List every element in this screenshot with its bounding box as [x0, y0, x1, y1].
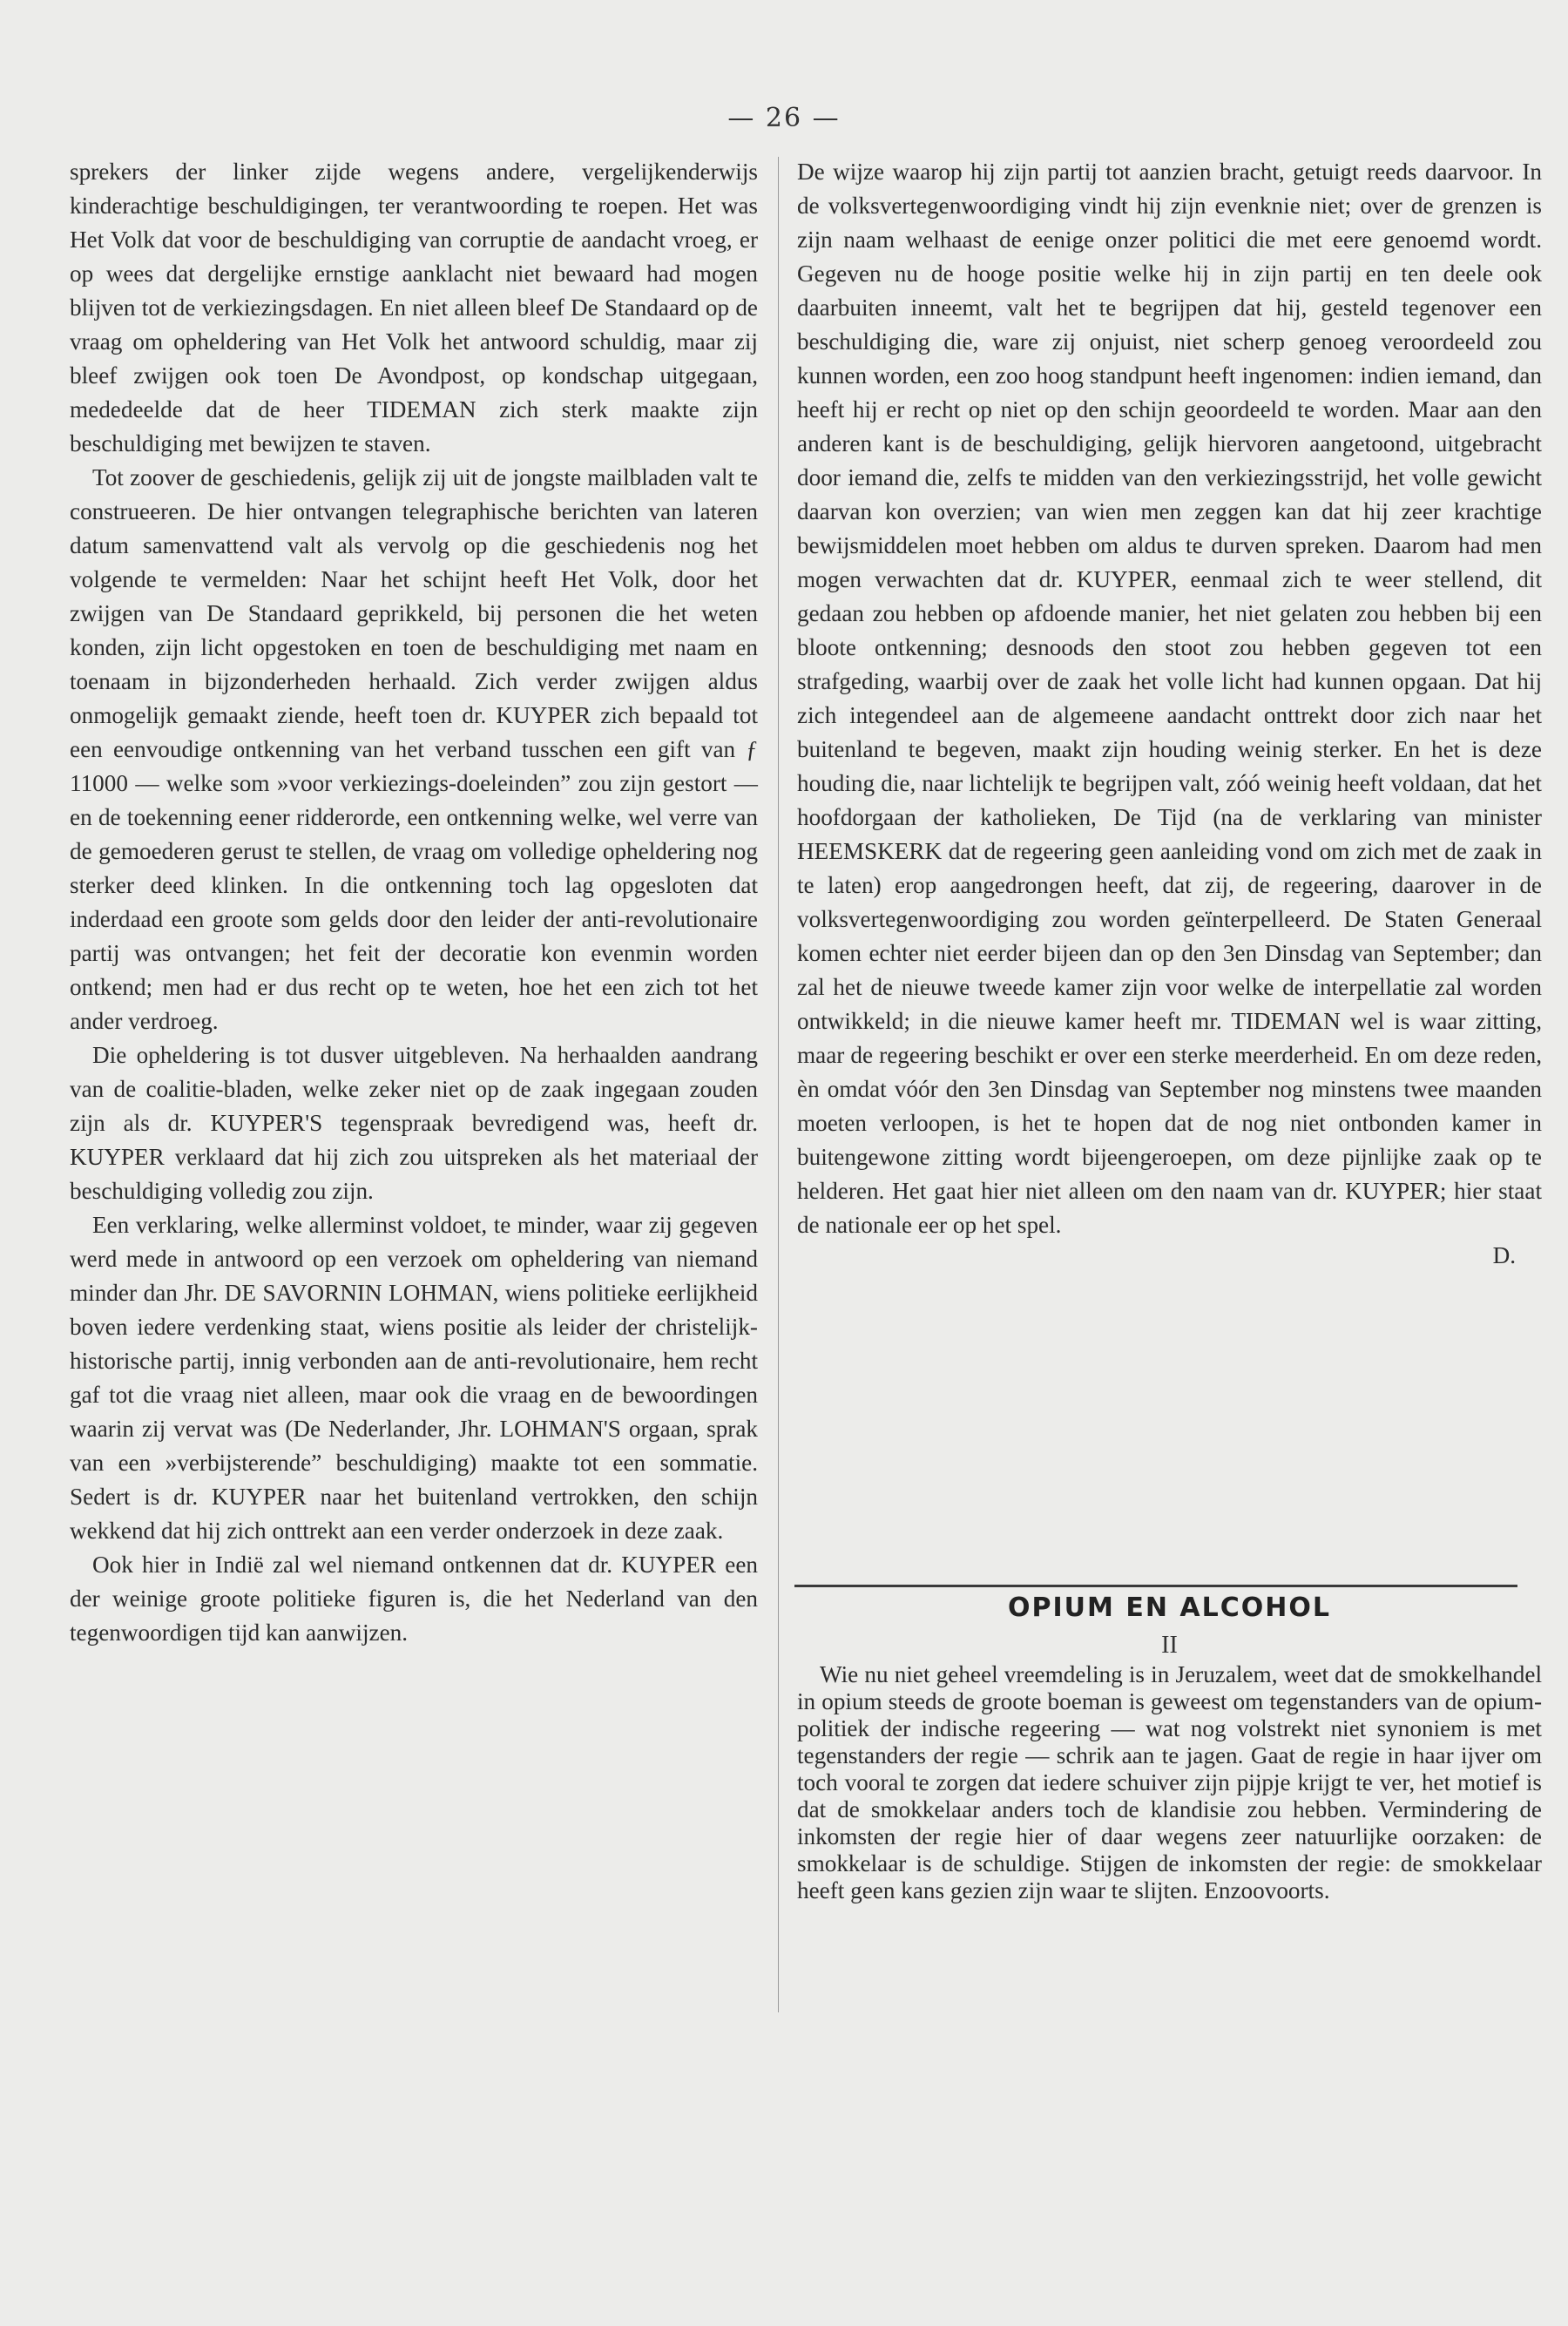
paragraph: Een verklaring, welke allerminst voldoet, te minder, waar zij gegeven werd mede in antwoord op een verzoek om opheldering van niemand minder dan Jhr. DE SAVORNIN LOHMAN, wiens politieke eerlijkheid boven iedere verdenking staat, wiens positie als leider der christelijk-historische partij, innig verbonden aan de anti-revolutionaire, hem recht gaf tot die vraag niet alleen, maar ook die vraag en de bewoordingen waarin zij vervat was (De Nederlander, Jhr. LOHMAN'S orgaan, sprak van een »verbijsterende” beschuldiging) maakte tot een sommatie. Sedert is dr. KUYPER naar het buitenland vertrokken, den schijn wekkend dat hij zich onttrekt aan een verder onderzoek in deze zaak.	[70, 1212, 758, 1544]
paragraph: Die opheldering is tot dusver uitgebleven. Na herhaalden aandrang van de coalitie-bladen, welke zeker niet op de zaak ingegaan zouden zijn als dr. KUYPER'S tegenspraak bevredigend was, heeft dr. KUYPER verklaard dat hij zich zou uitspreken als het materiaal der beschuldiging volledig zou zijn.	[70, 1042, 758, 1204]
paragraph: De wijze waarop hij zijn partij tot aanzien bracht, getuigt reeds daarvoor. In de volksvertegenwoordiging vindt hij zijn evenknie niet; over de grenzen is zijn naam welhaast de eenige onzer politici die met eere genoemd wordt. Gegeven nu de hooge positie welke hij in zijn partij en ten deele ook daarbuiten inneemt, valt het te begrijpen dat hij, gesteld tegenover een beschuldiging die, ware zij onjuist, niet scherp genoeg veroordeeld zou kunnen worden, een zoo hoog standpunt heeft ingenomen: indien iemand, dan heeft hij er recht op niet op den schijn geoordeeld te worden. Maar aan den anderen kant is de beschuldiging, gelijk hiervoren aangetoond, uitgebracht door iemand die, zelfs te midden van den verkiezingsstrijd, het volle gewicht daarvan kon overzien; van wien men zeggen kan dat hij zeer krachtige bewijsmiddelen moet hebben om aldus te durven spreken. Daarom had men mogen verwachten dat dr. KUYPER, eenmaal zich te weer stellend, dit gedaan zou hebben op afdoende manier, het niet gelaten zou hebben bij een bloote ontkenning; desnoods den stoot zou hebben gegeven tot een strafgeding, waarbij over de zaak het volle licht had kunnen opgaan. Dat hij zich integendeel aan de algemeene aandacht onttrekt door zich naar het buitenland te begeven, maakt zijn houding weinig sterker. En het is deze houding die, naar lichtelijk te begrijpen valt, zóó weinig heeft voldaan, dat het hoofdorgaan der katholieken, De Tijd (na de verklaring van minister HEEMSKERK dat de regeering geen aanleiding vond om zich met de zaak in te laten) erop aangedrongen heeft, dat zij, de regeering, daarover in de volksvertegenwoordiging zou worden geïnterpelleerd. De Staten Generaal komen echter niet eerder bijeen dan op den 3en Dinsdag van September; dan zal het de nieuwe tweede kamer zijn voor welke de interpellatie zal worden ontwikkeld; in die nieuwe kamer heeft mr. TIDEMAN wel is waar zitting, maar de regeering beschikt er over een sterke meerderheid. En om deze reden, èn omdat vóór den 3en Dinsdag van September nog minstens twee maanden moeten verloopen, is het te hopen dat de nog niet ontbonden kamer in buitengewone zitting wordt bijeengeroepen, om deze pijnlijke zaak op te helderen. Het gaat hier niet alleen om den naam van dr. KUYPER; hier staat de nationale eer op het spel.	[797, 159, 1542, 1238]
article-opium-en-alcohol	[797, 1586, 1542, 1904]
article-title: OPIUM EN ALCOHOL	[1008, 1592, 1331, 1623]
paragraph: Tot zoover de geschiedenis, gelijk zij uit de jongste mailbladen valt te construeeren. De hier ontvangen telegraphische berichten van lateren datum samenvattend valt als vervolg op die geschiedenis nog het volgende te vermelden: Naar het schijnt heeft Het Volk, door het zwijgen van De Standaard geprikkeld, bij personen die het weten konden, zijn licht opgestoken en toen de beschuldiging met naam en toenaam in bijzonderheden herhaald. Zich verder zwijgen aldus onmogelijk gemaakt ziende, heeft toen dr. KUYPER zich bepaald tot een eenvoudige ontkenning van het verband tusschen een gift van ƒ 11000 — welke som »voor verkiezings-doeleinden” zou zijn gestort — en de toekenning eener ridderorde, een ontkenning welke, wel verre van de gemoederen gerust te stellen, de vraag om volledige opheldering nog sterker deed klinken. In die ontkenning toch lag opgesloten dat inderdaad een groote som gelds door den leider der anti-revolutionaire partij was ontvangen; het feit der decoratie kon evenmin worden ontkend; men had er dus recht op te weten, hoe het een zich tot het ander verdroeg.	[70, 464, 758, 1034]
article-section-number: II	[1161, 1632, 1178, 1659]
column-divider	[778, 157, 779, 2012]
author-signature: D.	[1492, 1242, 1516, 1268]
paragraph: Ook hier in Indië zal wel niemand ontkennen dat dr. KUYPER een der weinige groote politieke figuren is, die het Nederland van den tegenwoordigen tijd kan aanwijzen.	[70, 1552, 758, 1646]
page-number: — 26 —	[727, 103, 841, 133]
article-body: Wie nu niet geheel vreemdeling is in Jeruzalem, weet dat de smokkelhandel in opium steeds de groote boeman is geweest om tegenstanders van de opium-politiek der indische regeering — wat nog volstrekt niet synoniem is met tegenstanders der regie — schrik aan te jagen. Gaat de regie in haar ijver om toch vooral te zorgen dat iedere schuiver zijn pijpje krijgt te ver, het motief is dat de smokkelaar anders toch de klandisie zou hebben. Vermindering de inkomsten der regie hier of daar wegens zeer natuurlijke oorzaken: de smokkelaar is de schuldige. Stijgen de inkomsten der regie: de smokkelaar heeft geen kans gezien zijn waar te slijten. Enzoovoorts.	[797, 1661, 1542, 1903]
paragraph: sprekers der linker zijde wegens andere, vergelijkenderwijs kinderachtige beschuldigingen, ter verantwoording te roepen. Het was Het Volk dat voor de beschuldiging van corruptie de aandacht vroeg, er op wees dat dergelijke ernstige aanklacht niet bewaard had mogen blijven tot de verkiezingsdagen. En niet alleen bleef De Standaard op de vraag om opheldering van Het Volk het antwoord schuldig, maar zij bleef zwijgen ook toen De Avondpost, op kondschap uitgegaan, mededeelde dat de heer TIDEMAN zich sterk maakte zijn beschuldiging met bewijzen te staven.	[70, 159, 758, 456]
left-column	[70, 155, 758, 1650]
right-column	[797, 155, 1542, 1273]
